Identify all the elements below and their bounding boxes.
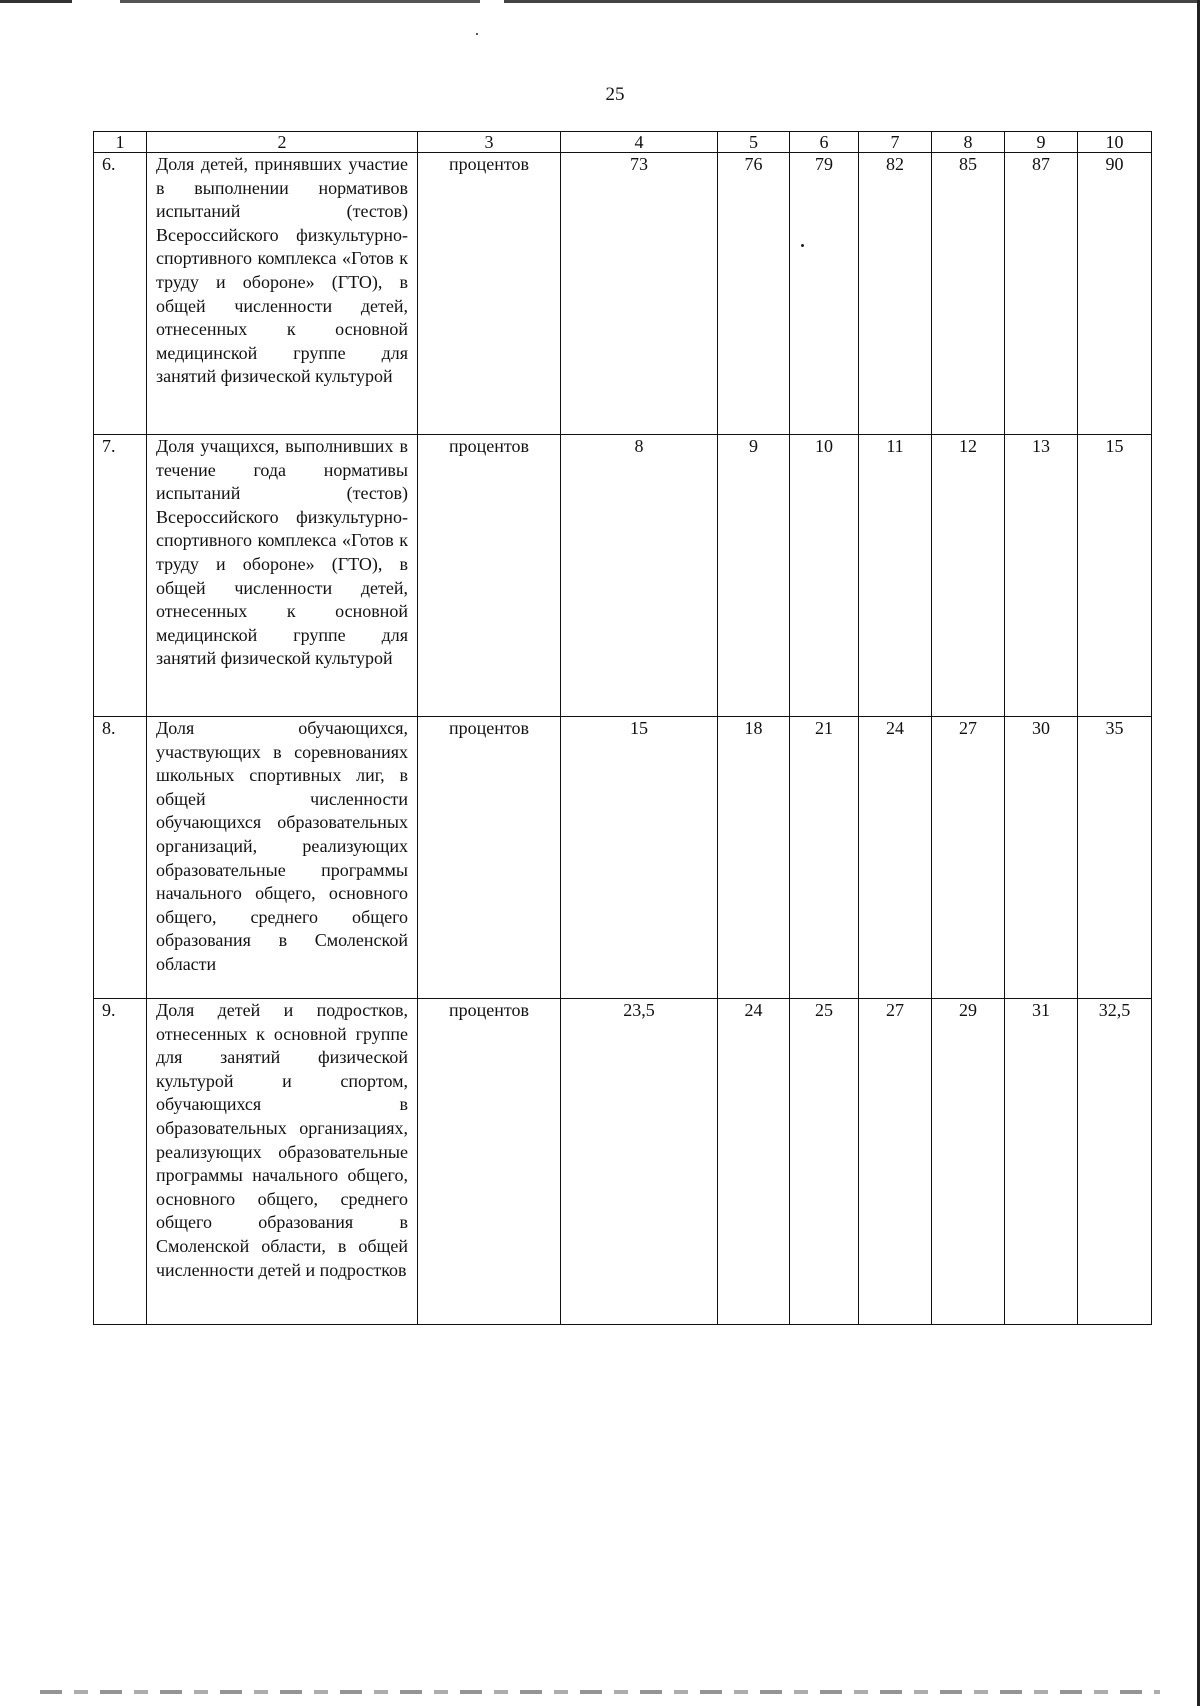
value-cell: 85: [932, 153, 1005, 435]
value-cell: 13: [1005, 435, 1078, 717]
value-cell: 25: [790, 999, 859, 1325]
value-cell: 87: [1005, 153, 1078, 435]
indicator-description: [147, 435, 418, 717]
value-cell: 15: [1078, 435, 1152, 717]
value-cell: 18: [718, 717, 790, 999]
description-text: Доля учащихся, выполнивших в течение года нормативы испытаний (тестов) Всероссийского физкультурно-спортивного комплекса «Готов к труду и обороне» (ГТО), в общей численности детей, отнесенных к основной медицинской группе для занятий физической культурой: [156, 436, 408, 669]
value-cell: 31: [1005, 999, 1078, 1325]
header-cell: 4: [561, 132, 718, 153]
value-cell: 90: [1078, 153, 1152, 435]
page-number: 25: [605, 84, 625, 105]
value-cell: 35: [1078, 717, 1152, 999]
row-number: 7.: [94, 435, 147, 717]
description-text: Доля детей, принявших участие в выполнении нормативов испытаний (тестов) Всероссийского физкультурно-спортивного комплекса «Готов к труду и обороне» (ГТО), в общей численности детей, отнесенных к основной медицинской группе для занятий физической культурой: [156, 154, 408, 387]
value-cell: 24: [859, 717, 932, 999]
value-cell: 30: [1005, 717, 1078, 999]
value-cell: 76: [718, 153, 790, 435]
header-cell: 8: [932, 132, 1005, 153]
table-row: [94, 435, 1152, 717]
scan-speck: [801, 244, 804, 247]
row-number: 8.: [94, 717, 147, 999]
header-cell: 6: [790, 132, 859, 153]
row-number: 6.: [94, 153, 147, 435]
indicator-description: [147, 153, 418, 435]
description-text: Доля обучающихся, участвующих в соревнованиях школьных спортивных лиг, в общей численности обучающихся образовательных организаций, реализующих образовательные программы начального общего, основного общего, среднего общего образования в Смоленской области: [156, 718, 408, 974]
table-row: [94, 999, 1152, 1325]
indicators-table: [93, 131, 1152, 1325]
value-cell: 23,5: [561, 999, 718, 1325]
header-cell: 3: [418, 132, 561, 153]
indicator-description: [147, 717, 418, 999]
scan-speck: [476, 33, 478, 35]
value-cell: 27: [932, 717, 1005, 999]
value-cell: 82: [859, 153, 932, 435]
scan-edge-top: [0, 0, 1200, 3]
value-cell: 32,5: [1078, 999, 1152, 1325]
value-cell: 11: [859, 435, 932, 717]
table-row: [94, 153, 1152, 435]
row-number: 9.: [94, 999, 147, 1325]
unit-cell: процентов: [418, 717, 561, 999]
header-cell: 2: [147, 132, 418, 153]
indicator-description: [147, 999, 418, 1325]
table-header-row: [94, 132, 1152, 153]
header-cell: 9: [1005, 132, 1078, 153]
value-cell: 10: [790, 435, 859, 717]
unit-cell: процентов: [418, 153, 561, 435]
header-cell: 10: [1078, 132, 1152, 153]
unit-cell: процентов: [418, 435, 561, 717]
scan-edge-bottom: [40, 1690, 1160, 1694]
value-cell: 9: [718, 435, 790, 717]
description-text: Доля детей и подростков, отнесенных к основной группе для занятий физической культурой и спортом, обучающихся в образовательных организациях, реализующих образовательные программы начального общего, основного общего, среднего общего образования в Смоленской области, в общей численности детей и подростков: [156, 1000, 408, 1280]
header-cell: 5: [718, 132, 790, 153]
value-cell: 73: [561, 153, 718, 435]
header-cell: 1: [94, 132, 147, 153]
value-cell: 21: [790, 717, 859, 999]
value-cell: 15: [561, 717, 718, 999]
value-cell: 27: [859, 999, 932, 1325]
value-cell: 24: [718, 999, 790, 1325]
value-cell: 8: [561, 435, 718, 717]
value-cell: 12: [932, 435, 1005, 717]
value-cell: 29: [932, 999, 1005, 1325]
value-cell: 79: [790, 153, 859, 435]
table-row: [94, 717, 1152, 999]
unit-cell: процентов: [418, 999, 561, 1325]
header-cell: 7: [859, 132, 932, 153]
